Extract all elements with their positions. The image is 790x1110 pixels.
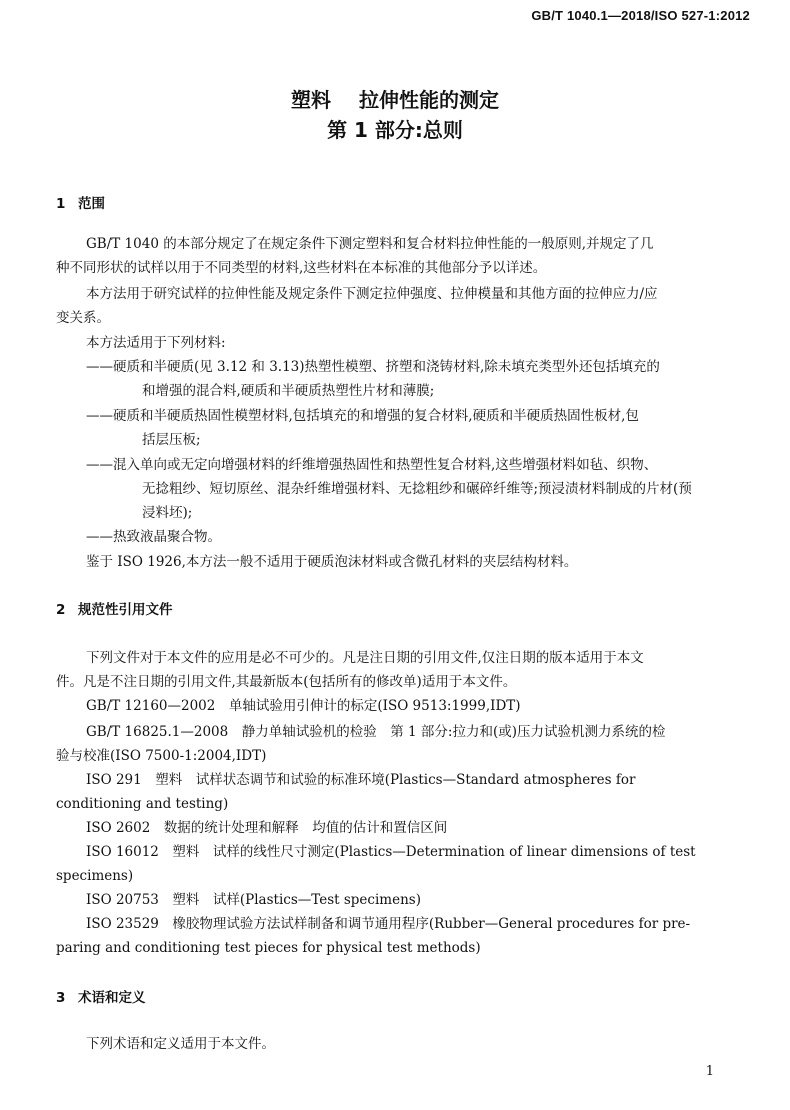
standard-code: GB/T 1040.1—2018/ISO 527-1:2012 [531, 8, 750, 23]
document-title-line1 [0, 84, 790, 113]
list-item-continuation: 括层压板; [142, 432, 201, 448]
paragraph-line: 下列文件对于本文件的应用是必不可少的。凡是注日期的引用文件,仅注日期的版本适用于本文 [86, 650, 644, 666]
reference-entry: ISO 16012 塑料 试样的线性尺寸测定(Plastics—Determination of linear dimensions of test [86, 844, 696, 860]
reference-entry: ISO 291 塑料 试样状态调节和试验的标准环境(Plastics—Standard atmospheres for [86, 772, 636, 788]
reference-entry: ISO 20753 塑料 试样(Plastics—Test specimens) [86, 892, 421, 908]
paragraph-line: 下列术语和定义适用于本文件。 [86, 1036, 275, 1052]
document-title-line2: 第 1 部分:总则 [327, 118, 463, 142]
reference-entry: ISO 23529 橡胶物理试验方法试样制备和调节通用程序(Rubber—General procedures for pre- [86, 916, 691, 932]
section-title: 术语和定义 [78, 990, 146, 1006]
title-part-a: 塑料 [291, 88, 331, 112]
list-item-continuation: 和增强的混合料,硬质和半硬质热塑性片材和薄膜; [142, 383, 435, 399]
section-title: 规范性引用文件 [78, 602, 173, 618]
reference-entry: ISO 2602 数据的统计处理和解释 均值的估计和置信区间 [86, 820, 448, 836]
reference-entry-continuation: specimens) [56, 868, 134, 884]
section-2-heading [56, 598, 173, 618]
paragraph-line: 种不同形状的试样以用于不同类型的材料,这些材料在本标准的其他部分予以详述。 [56, 260, 547, 276]
paragraph-line: 本方法适用于下列材料: [86, 335, 226, 351]
page-number: 1 [705, 1064, 714, 1079]
reference-entry-continuation: paring and conditioning test pieces for physical test methods) [56, 940, 481, 956]
list-item: ——硬质和半硬质热固性模塑材料,包括填充的和增强的复合材料,硬质和半硬质热固性板材,包 [86, 408, 639, 424]
section-number: 1 [56, 196, 66, 212]
reference-entry-continuation: 验与校准(ISO 7500-1:2004,IDT) [56, 748, 267, 764]
paragraph-line: 变关系。 [56, 310, 110, 326]
list-item-continuation: 浸料坯); [142, 505, 193, 521]
title-part-b: 拉伸性能的测定 [359, 88, 499, 112]
section-number: 2 [56, 602, 66, 618]
section-title: 范围 [78, 196, 105, 212]
list-item: ——混入单向或无定向增强材料的纤维增强热固性和热塑性复合材料,这些增强材料如毡、织物、 [86, 457, 658, 473]
section-number: 3 [56, 990, 66, 1006]
reference-entry: GB/T 12160—2002 单轴试验用引伸计的标定(ISO 9513:1999,IDT) [86, 698, 521, 714]
list-item-continuation: 无捻粗纱、短切原丝、混杂纤维增强材料、无捻粗纱和碾碎纤维等;预浸渍材料制成的片材(预 [142, 481, 692, 497]
list-item: ——热致液晶聚合物。 [86, 529, 221, 545]
paragraph-line: GB/T 1040 的本部分规定了在规定条件下测定塑料和复合材料拉伸性能的一般原则,并规定了几 [86, 236, 654, 252]
paragraph-line: 件。凡是不注日期的引用文件,其最新版本(包括所有的修改单)适用于本文件。 [56, 674, 517, 690]
reference-entry-continuation: conditioning and testing) [56, 796, 229, 812]
list-item: ——硬质和半硬质(见 3.12 和 3.13)热塑性模塑、挤塑和浇铸材料,除未填充类型外还包括填充的 [86, 359, 660, 375]
section-1-heading [56, 192, 105, 212]
reference-entry: GB/T 16825.1—2008 静力单轴试验机的检验 第 1 部分:拉力和(或)压力试验机测力系统的检 [86, 724, 666, 740]
paragraph-line: 本方法用于研究试样的拉伸性能及规定条件下测定拉伸强度、拉伸模量和其他方面的拉伸应力/应 [86, 286, 658, 302]
paragraph-line: 鉴于 ISO 1926,本方法一般不适用于硬质泡沫材料或含微孔材料的夹层结构材料。 [86, 554, 578, 570]
section-3-heading [56, 986, 146, 1006]
